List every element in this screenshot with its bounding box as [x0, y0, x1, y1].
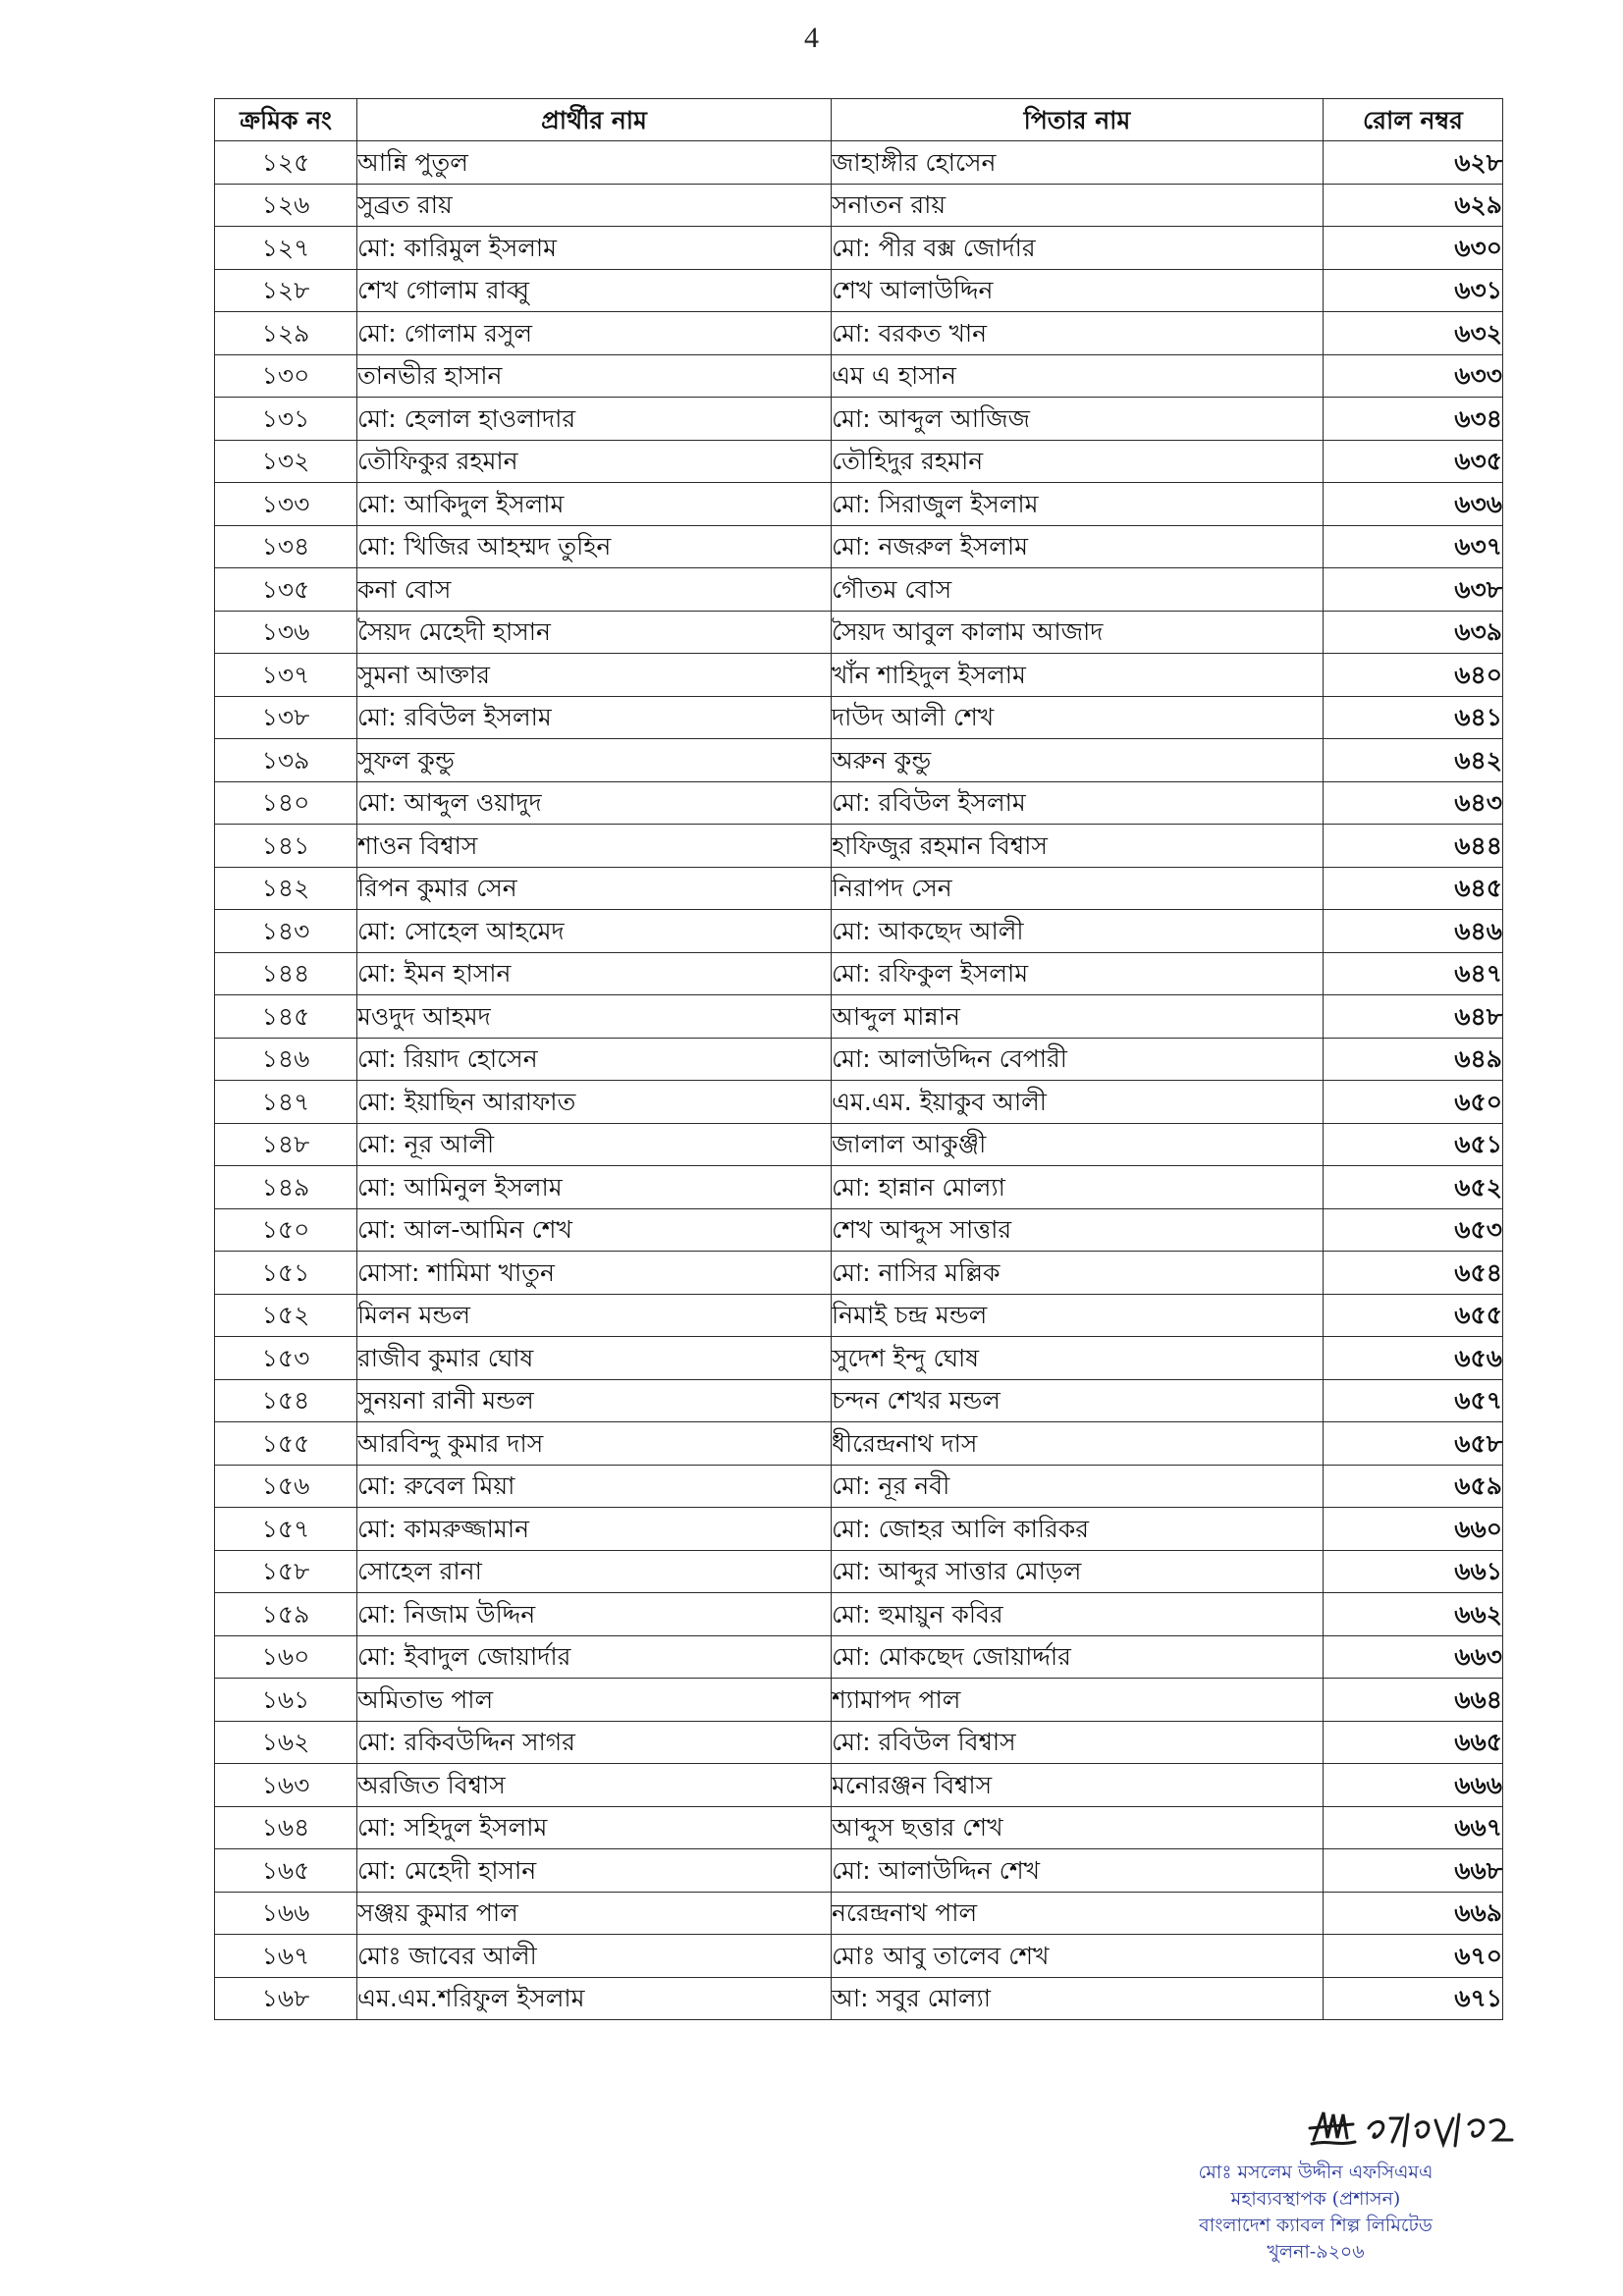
stamp-line-company: বাংলাদেশ ক্যাবল শিল্প লিমিটেড	[1199, 2215, 1433, 2236]
header-father-name: পিতার নাম	[832, 99, 1324, 141]
candidate-name-cell: রাজীব কুমার ঘোষ	[357, 1337, 832, 1380]
handwritten-signature	[1306, 2101, 1532, 2160]
candidate-name-cell: মো: ইবাদুল জোয়ার্দার	[357, 1635, 832, 1679]
serial-cell: ১৩৪	[215, 525, 357, 568]
table-row	[215, 1465, 1503, 1508]
father-name-cell: জাহাঙ্গীর হোসেন	[832, 141, 1324, 185]
serial-cell: ১৫৬	[215, 1465, 357, 1508]
candidate-name-cell: মো: গোলাম রসুল	[357, 312, 832, 355]
roll-number-cell: ৬৩১	[1324, 269, 1503, 312]
table-row	[215, 1422, 1503, 1466]
father-name-cell: মো: জোহর আলি কারিকর	[832, 1508, 1324, 1551]
table-row	[215, 910, 1503, 953]
stamp-line-designation: মহাব্যবস্থাপক (প্রশাসন)	[1230, 2188, 1401, 2210]
father-name-cell: আব্দুস ছত্তার শেখ	[832, 1806, 1324, 1849]
table-row	[215, 1038, 1503, 1081]
candidate-name-cell: সুফল কুন্ডু	[357, 739, 832, 782]
serial-cell: ১২৯	[215, 312, 357, 355]
candidate-name-cell: সঞ্জয় কুমার পাল	[357, 1892, 832, 1935]
roll-number-cell: ৬৪২	[1324, 739, 1503, 782]
candidate-name-cell: মো: রবিউল ইসলাম	[357, 696, 832, 739]
roll-number-cell: ৬৪৩	[1324, 781, 1503, 825]
serial-cell: ১৫১	[215, 1252, 357, 1295]
serial-cell: ১৫২	[215, 1294, 357, 1337]
roll-number-cell: ৬৪০	[1324, 654, 1503, 697]
table-row	[215, 398, 1503, 441]
father-name-cell: সনাতন রায়	[832, 184, 1324, 227]
candidate-name-cell: অরজিত বিশ্বাস	[357, 1764, 832, 1807]
header-serial: ক্রমিক নং	[215, 99, 357, 141]
father-name-cell: শ্যামাপদ পাল	[832, 1679, 1324, 1722]
roll-number-cell: ৬৫৯	[1324, 1465, 1503, 1508]
father-name-cell: মো: রফিকুল ইসলাম	[832, 952, 1324, 995]
table-row	[215, 995, 1503, 1039]
signature-block	[1100, 2101, 1532, 2287]
official-stamp	[1100, 2160, 1532, 2266]
father-name-cell: অরুন কুন্ডু	[832, 739, 1324, 782]
table-row	[215, 568, 1503, 612]
roll-number-cell: ৬৩৪	[1324, 398, 1503, 441]
roll-number-cell: ৬৬৮	[1324, 1849, 1503, 1893]
roll-number-cell: ৬৫২	[1324, 1166, 1503, 1209]
candidate-name-cell: রিপন কুমার সেন	[357, 867, 832, 910]
table-row	[215, 483, 1503, 526]
serial-cell: ১৬২	[215, 1721, 357, 1764]
father-name-cell: মো: বরকত খান	[832, 312, 1324, 355]
table-row	[215, 739, 1503, 782]
roll-number-cell: ৬২৮	[1324, 141, 1503, 185]
serial-cell: ১৪১	[215, 825, 357, 868]
serial-cell: ১৬৮	[215, 1977, 357, 2020]
page-number: 4	[804, 22, 819, 54]
table-row	[215, 1892, 1503, 1935]
roll-number-cell: ৬৪৫	[1324, 867, 1503, 910]
candidate-name-cell: মো: আমিনুল ইসলাম	[357, 1166, 832, 1209]
serial-cell: ১২৬	[215, 184, 357, 227]
roll-number-cell: ৬৭০	[1324, 1935, 1503, 1978]
roll-number-cell: ৬৬৭	[1324, 1806, 1503, 1849]
candidate-name-cell: মো: রকিবউদ্দিন সাগর	[357, 1721, 832, 1764]
roll-number-cell: ৬৪৯	[1324, 1038, 1503, 1081]
roll-number-cell: ৬৫৫	[1324, 1294, 1503, 1337]
serial-cell: ১৩৭	[215, 654, 357, 697]
roll-number-cell: ৬৩০	[1324, 227, 1503, 270]
candidate-name-cell: আন্নি পুতুল	[357, 141, 832, 185]
table-row	[215, 1635, 1503, 1679]
father-name-cell: মো: রবিউল ইসলাম	[832, 781, 1324, 825]
table-row	[215, 1806, 1503, 1849]
father-name-cell: মো: হুমায়ুন কবির	[832, 1593, 1324, 1636]
father-name-cell: নিরাপদ সেন	[832, 867, 1324, 910]
father-name-cell: সৈয়দ আবুল কালাম আজাদ	[832, 611, 1324, 654]
roll-number-cell: ৬৭১	[1324, 1977, 1503, 2020]
table-row	[215, 184, 1503, 227]
father-name-cell: আব্দুল মান্নান	[832, 995, 1324, 1039]
serial-cell: ১৬০	[215, 1635, 357, 1679]
table-row	[215, 312, 1503, 355]
roll-number-cell: ৬৩৮	[1324, 568, 1503, 612]
father-name-cell: চন্দন শেখর মন্ডল	[832, 1379, 1324, 1422]
father-name-cell: মো: নাসির মল্লিক	[832, 1252, 1324, 1295]
candidate-name-cell: মো: আব্দুল ওয়াদুদ	[357, 781, 832, 825]
table-row	[215, 1081, 1503, 1124]
roll-number-cell: ৬৬১	[1324, 1550, 1503, 1593]
father-name-cell: মো: নজরুল ইসলাম	[832, 525, 1324, 568]
candidate-name-cell: তৌফিকুর রহমান	[357, 440, 832, 483]
serial-cell: ১৫৫	[215, 1422, 357, 1466]
table-row	[215, 1849, 1503, 1893]
table-row	[215, 1550, 1503, 1593]
table-row	[215, 867, 1503, 910]
table-row	[215, 440, 1503, 483]
serial-cell: ১৪৩	[215, 910, 357, 953]
table-row	[215, 696, 1503, 739]
roll-number-cell: ৬২৯	[1324, 184, 1503, 227]
candidate-name-cell: মো: আল-আমিন শেখ	[357, 1208, 832, 1252]
roll-number-cell: ৬৫৬	[1324, 1337, 1503, 1380]
serial-cell: ১৪৫	[215, 995, 357, 1039]
roll-number-cell: ৬৩৭	[1324, 525, 1503, 568]
father-name-cell: মো: মোকছেদ জোয়ার্দ্দার	[832, 1635, 1324, 1679]
serial-cell: ১৬৭	[215, 1935, 357, 1978]
candidate-name-cell: মো: কামরুজ্জামান	[357, 1508, 832, 1551]
serial-cell: ১৪০	[215, 781, 357, 825]
table-row	[215, 1764, 1503, 1807]
father-name-cell: মো: আকছেদ আলী	[832, 910, 1324, 953]
table-row	[215, 525, 1503, 568]
candidate-name-cell: শেখ গোলাম রাব্বু	[357, 269, 832, 312]
serial-cell: ১৩৩	[215, 483, 357, 526]
father-name-cell: মো: নূর নবী	[832, 1465, 1324, 1508]
father-name-cell: গৌতম বোস	[832, 568, 1324, 612]
table-row	[215, 354, 1503, 398]
roll-number-cell: ৬৬০	[1324, 1508, 1503, 1551]
candidate-name-cell: মো: ইমন হাসান	[357, 952, 832, 995]
father-name-cell: মো: হান্নান মোল্যা	[832, 1166, 1324, 1209]
father-name-cell: জালাল আকুঞ্জী	[832, 1123, 1324, 1166]
candidate-table	[214, 98, 1503, 2020]
roll-number-cell: ৬৩৫	[1324, 440, 1503, 483]
candidate-name-cell: মো: মেহেদী হাসান	[357, 1849, 832, 1893]
candidate-name-cell: শাওন বিশ্বাস	[357, 825, 832, 868]
serial-cell: ১৩১	[215, 398, 357, 441]
table-row	[215, 1337, 1503, 1380]
table-row	[215, 654, 1503, 697]
serial-cell: ১৬৪	[215, 1806, 357, 1849]
father-name-cell: খাঁন শাহিদুল ইসলাম	[832, 654, 1324, 697]
father-name-cell: সুদেশ ইন্দু ঘোষ	[832, 1337, 1324, 1380]
serial-cell: ১৪৯	[215, 1166, 357, 1209]
father-name-cell: নিমাই চন্দ্র মন্ডল	[832, 1294, 1324, 1337]
father-name-cell: এম এ হাসান	[832, 354, 1324, 398]
serial-cell: ১৬১	[215, 1679, 357, 1722]
father-name-cell: শেখ আব্দুস সাত্তার	[832, 1208, 1324, 1252]
candidate-name-cell: সৈয়দ মেহেদী হাসান	[357, 611, 832, 654]
father-name-cell: আ: সবুর মোল্যা	[832, 1977, 1324, 2020]
table-row	[215, 1935, 1503, 1978]
table-row	[215, 1294, 1503, 1337]
candidate-name-cell: মোঃ জাবের আলী	[357, 1935, 832, 1978]
candidate-name-cell: কনা বোস	[357, 568, 832, 612]
table-body	[215, 141, 1503, 2020]
father-name-cell: নরেন্দ্রনাথ পাল	[832, 1892, 1324, 1935]
father-name-cell: মো: আলাউদ্দিন বেপারী	[832, 1038, 1324, 1081]
roll-number-cell: ৬৫০	[1324, 1081, 1503, 1124]
father-name-cell: শেখ আলাউদ্দিন	[832, 269, 1324, 312]
table-row	[215, 141, 1503, 185]
table-row	[215, 1679, 1503, 1722]
stamp-line-address: খুলনা-৯২০৬	[1267, 2241, 1365, 2263]
roll-number-cell: ৬৫৩	[1324, 1208, 1503, 1252]
table-row	[215, 269, 1503, 312]
roll-number-cell: ৬৬৯	[1324, 1892, 1503, 1935]
roll-number-cell: ৬৫৪	[1324, 1252, 1503, 1295]
table-row	[215, 781, 1503, 825]
roll-number-cell: ৬৩৩	[1324, 354, 1503, 398]
serial-cell: ১৪৮	[215, 1123, 357, 1166]
roll-number-cell: ৬৪৬	[1324, 910, 1503, 953]
serial-cell: ১৫৪	[215, 1379, 357, 1422]
table-row	[215, 1166, 1503, 1209]
roll-number-cell: ৬৬২	[1324, 1593, 1503, 1636]
candidate-name-cell: সুব্রত রায়	[357, 184, 832, 227]
candidate-name-cell: তানভীর হাসান	[357, 354, 832, 398]
candidate-name-cell: অমিতাভ পাল	[357, 1679, 832, 1722]
roll-number-cell: ৬৩২	[1324, 312, 1503, 355]
candidate-name-cell: সোহেল রানা	[357, 1550, 832, 1593]
candidate-name-cell: মো: খিজির আহম্মদ তুহিন	[357, 525, 832, 568]
serial-cell: ১৪৬	[215, 1038, 357, 1081]
candidate-name-cell: মওদুদ আহমদ	[357, 995, 832, 1039]
father-name-cell: মো: সিরাজুল ইসলাম	[832, 483, 1324, 526]
candidate-name-cell: মো: ইয়াছিন আরাফাত	[357, 1081, 832, 1124]
serial-cell: ১৬৩	[215, 1764, 357, 1807]
serial-cell: ১৬৫	[215, 1849, 357, 1893]
serial-cell: ১৫৮	[215, 1550, 357, 1593]
father-name-cell: ধীরেন্দ্রনাথ দাস	[832, 1422, 1324, 1466]
header-roll-number: রোল নম্বর	[1324, 99, 1503, 141]
serial-cell: ১৩৬	[215, 611, 357, 654]
table-row	[215, 1721, 1503, 1764]
table-row	[215, 1593, 1503, 1636]
father-name-cell: মো: পীর বক্স জোর্দার	[832, 227, 1324, 270]
serial-cell: ১৪৭	[215, 1081, 357, 1124]
serial-cell: ১২৭	[215, 227, 357, 270]
serial-cell: ১৪২	[215, 867, 357, 910]
father-name-cell: মো: আব্দুর সাত্তার মোড়ল	[832, 1550, 1324, 1593]
serial-cell: ১৩৫	[215, 568, 357, 612]
roll-number-cell: ৬৫৮	[1324, 1422, 1503, 1466]
candidate-name-cell: মো: সোহেল আহমেদ	[357, 910, 832, 953]
candidate-name-cell: মোসা: শামিমা খাতুন	[357, 1252, 832, 1295]
father-name-cell: হাফিজুর রহমান বিশ্বাস	[832, 825, 1324, 868]
father-name-cell: মো: রবিউল বিশ্বাস	[832, 1721, 1324, 1764]
table-row	[215, 1379, 1503, 1422]
father-name-cell: তৌহিদুর রহমান	[832, 440, 1324, 483]
candidate-name-cell: মিলন মন্ডল	[357, 1294, 832, 1337]
roll-number-cell: ৬৪৮	[1324, 995, 1503, 1039]
candidate-name-cell: সুনয়না রানী মন্ডল	[357, 1379, 832, 1422]
header-candidate-name: প্রার্থীর নাম	[357, 99, 832, 141]
roll-number-cell: ৬৬৫	[1324, 1721, 1503, 1764]
father-name-cell: দাউদ আলী শেখ	[832, 696, 1324, 739]
serial-cell: ১২৮	[215, 269, 357, 312]
table-row	[215, 952, 1503, 995]
serial-cell: ১৩৮	[215, 696, 357, 739]
candidate-name-cell: মো: নূর আলী	[357, 1123, 832, 1166]
father-name-cell: মোঃ আবু তালেব শেখ	[832, 1935, 1324, 1978]
father-name-cell: এম.এম. ইয়াকুব আলী	[832, 1081, 1324, 1124]
roll-number-cell: ৬৫১	[1324, 1123, 1503, 1166]
table-row	[215, 227, 1503, 270]
serial-cell: ১৩২	[215, 440, 357, 483]
father-name-cell: মনোরঞ্জন বিশ্বাস	[832, 1764, 1324, 1807]
candidate-name-cell: মো: হেলাল হাওলাদার	[357, 398, 832, 441]
serial-cell: ১৪৪	[215, 952, 357, 995]
candidate-name-cell: মো: রুবেল মিয়া	[357, 1465, 832, 1508]
serial-cell: ১৫০	[215, 1208, 357, 1252]
roll-number-cell: ৬৬৩	[1324, 1635, 1503, 1679]
table-row	[215, 825, 1503, 868]
roll-number-cell: ৬৬৬	[1324, 1764, 1503, 1807]
table-row	[215, 1508, 1503, 1551]
table-row	[215, 1977, 1503, 2020]
roll-number-cell: ৬৩৯	[1324, 611, 1503, 654]
serial-cell: ১৫৭	[215, 1508, 357, 1551]
roll-number-cell: ৬৪১	[1324, 696, 1503, 739]
candidate-name-cell: মো: আকিদুল ইসলাম	[357, 483, 832, 526]
serial-cell: ১৫৯	[215, 1593, 357, 1636]
candidate-name-cell: এম.এম.শরিফুল ইসলাম	[357, 1977, 832, 2020]
serial-cell: ১৬৬	[215, 1892, 357, 1935]
candidate-name-cell: মো: কারিমুল ইসলাম	[357, 227, 832, 270]
table-row	[215, 1252, 1503, 1295]
serial-cell: ১২৫	[215, 141, 357, 185]
table-header-row	[215, 99, 1503, 141]
table-row	[215, 1123, 1503, 1166]
candidate-name-cell: মো: নিজাম উদ্দিন	[357, 1593, 832, 1636]
father-name-cell: মো: আব্দুল আজিজ	[832, 398, 1324, 441]
serial-cell: ১৫৩	[215, 1337, 357, 1380]
candidate-name-cell: মো: সহিদুল ইসলাম	[357, 1806, 832, 1849]
candidate-name-cell: আরবিন্দু কুমার দাস	[357, 1422, 832, 1466]
serial-cell: ১৩৯	[215, 739, 357, 782]
table-row	[215, 611, 1503, 654]
father-name-cell: মো: আলাউদ্দিন শেখ	[832, 1849, 1324, 1893]
roll-number-cell: ৬৬৪	[1324, 1679, 1503, 1722]
candidate-name-cell: মো: রিয়াদ হোসেন	[357, 1038, 832, 1081]
roll-number-cell: ৬৩৬	[1324, 483, 1503, 526]
serial-cell: ১৩০	[215, 354, 357, 398]
roll-number-cell: ৬৫৭	[1324, 1379, 1503, 1422]
roll-number-cell: ৬৪৪	[1324, 825, 1503, 868]
stamp-line-officer: মোঃ মসলেম উদ্দীন এফসিএমএ	[1198, 2162, 1434, 2183]
roll-number-cell: ৬৪৭	[1324, 952, 1503, 995]
candidate-name-cell: সুমনা আক্তার	[357, 654, 832, 697]
table-row	[215, 1208, 1503, 1252]
